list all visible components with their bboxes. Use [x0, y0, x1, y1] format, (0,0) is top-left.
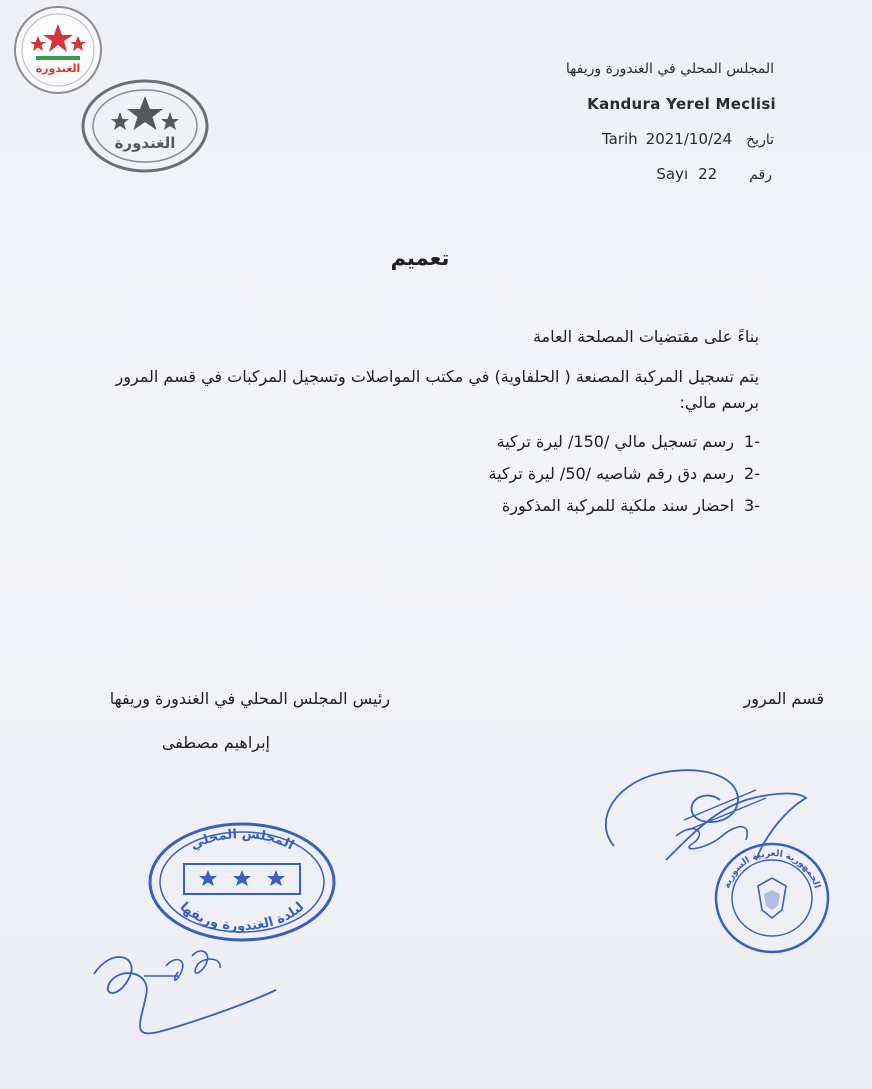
- list-item-number: -3: [744, 496, 760, 515]
- list-item-text: رسم دق رقم شاصيه /50/ ليرة تركية: [488, 464, 735, 483]
- council-head-signature: [82, 936, 282, 1046]
- traffic-stamp-icon: [712, 840, 832, 956]
- council-stamp: [146, 820, 338, 944]
- date-value: 2021/10/24: [645, 130, 733, 148]
- logo-gray-text: الغندورة: [114, 134, 176, 152]
- date-line: [602, 130, 774, 148]
- list-item: [489, 458, 760, 490]
- traffic-stamp: [712, 840, 832, 956]
- number-label-tr: Sayı: [656, 165, 689, 183]
- stamp-left-top-text: المجلس المحلي: [188, 826, 297, 854]
- star-seal-icon: [80, 78, 210, 174]
- council-logo-gray: [80, 78, 210, 174]
- council-stamp-icon: [146, 820, 338, 944]
- fees-list: [489, 426, 760, 522]
- list-item-text: احضار سند ملكية للمركبة المذكورة: [501, 496, 735, 515]
- list-item-text: رسم تسجيل مالي /150/ ليرة تركية: [496, 432, 735, 451]
- traffic-department-title: قسم المرور: [743, 689, 824, 708]
- list-item: [489, 426, 760, 458]
- stamp-right-ring-text: الجمهورية العربية السورية: [722, 848, 822, 890]
- list-item: [489, 490, 760, 522]
- date-label-ar: تاريخ: [746, 132, 774, 148]
- list-item-number: -2: [744, 464, 760, 483]
- council-name-turkish: Kandura Yerel Meclisi: [587, 95, 776, 113]
- council-head-name: إبراهيم مصطفى: [161, 733, 270, 752]
- intro-line: بناءً على مقتضيات المصلحة العامة: [532, 327, 759, 346]
- number-value: 22: [698, 165, 718, 183]
- date-label-tr: Tarih: [601, 130, 638, 148]
- stamp-left-bottom-text: لبلدة الغندورة وريفها: [176, 899, 308, 935]
- council-name-arabic: المجلس المحلي في الغندورة وريفها: [565, 61, 774, 77]
- list-item-number: -1: [744, 432, 760, 451]
- council-head-title: رئيس المجلس المحلي في الغندورة وريفها: [109, 689, 390, 708]
- number-line: [656, 165, 772, 183]
- logo-top-text: الغندورة: [35, 62, 81, 75]
- main-paragraph: يتم تسجيل المركبة المصنعة ( الحلفاوية) في مكتب المواصلات وتسجيل المركبات في قسم المرور برسم مالي:: [115, 367, 759, 412]
- number-label-ar: رقم: [749, 167, 772, 183]
- document-title: تعميم: [390, 246, 450, 270]
- signature-icon: [82, 936, 282, 1046]
